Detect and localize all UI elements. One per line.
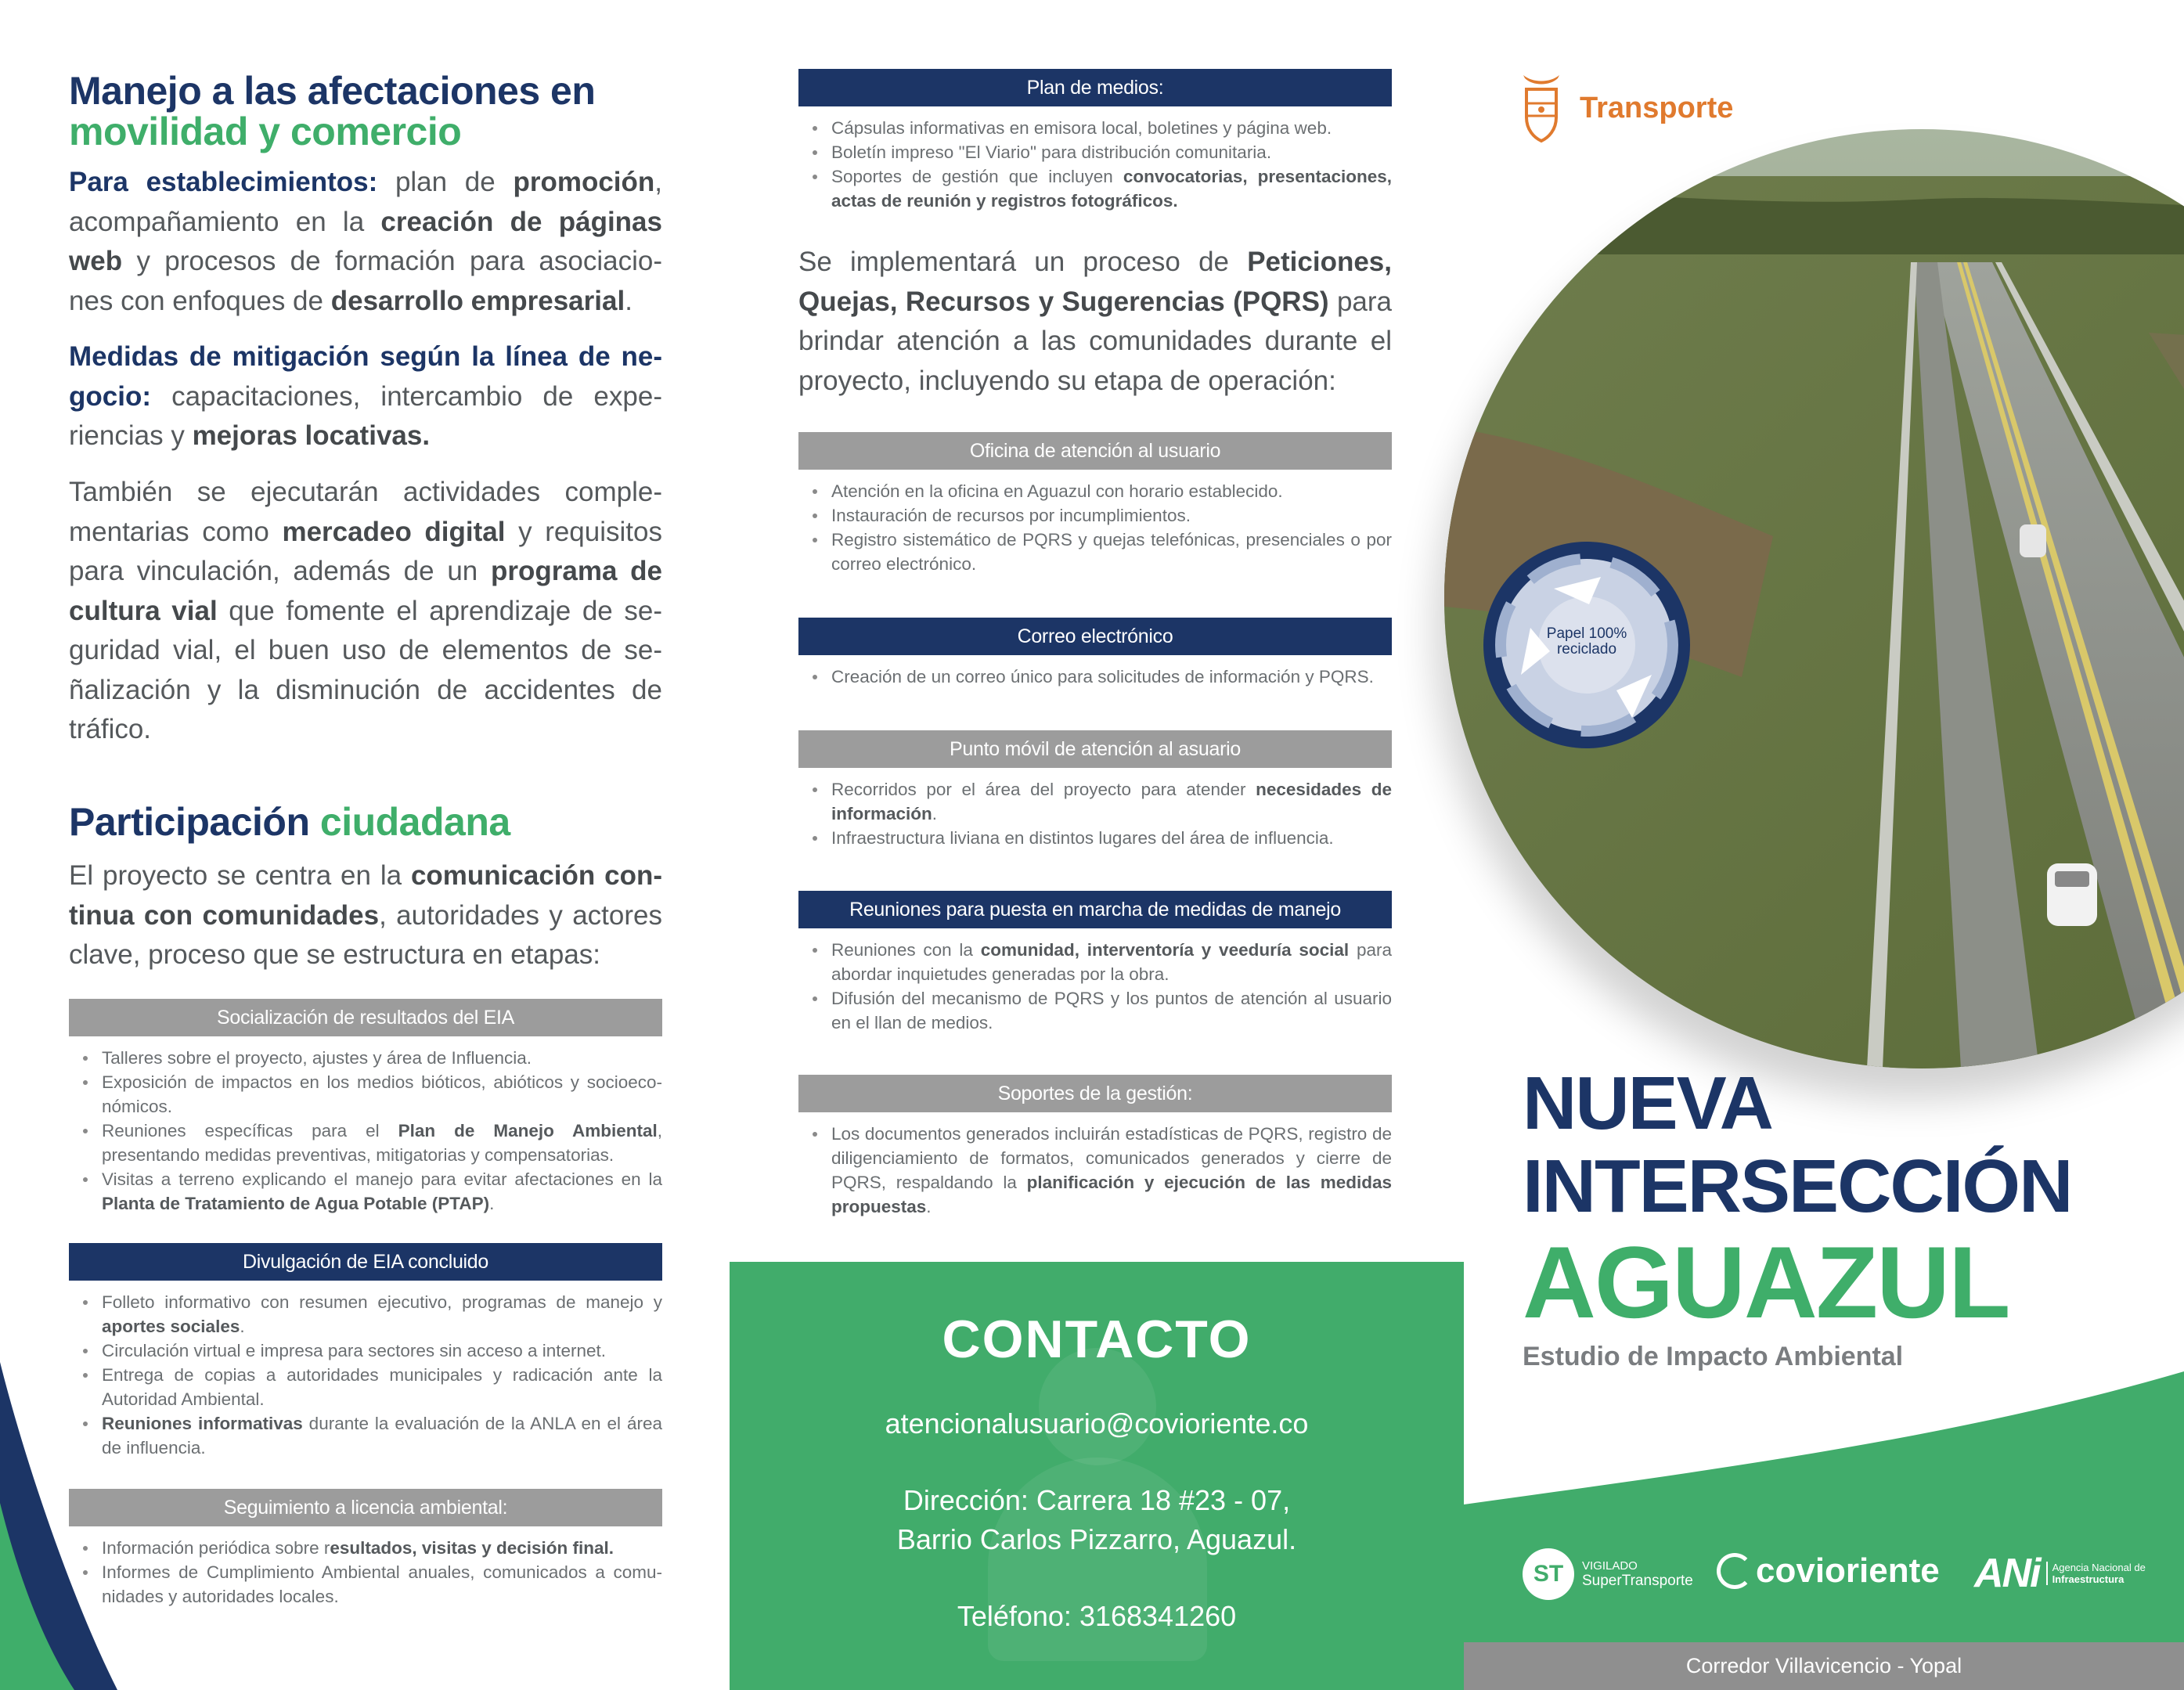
box-header: Reuniones para puesta en marcha de medidas de manejo [798, 891, 1392, 928]
supertransporte-icon: ST [1523, 1548, 1574, 1600]
box-plan-medios [798, 69, 1392, 213]
bullet-list [798, 479, 1392, 576]
list-item: Soportes de gestión que incluyen convocatorias, presentaciones, actas de reunión y registros fotográficos. [798, 164, 1392, 213]
box-header: Oficina de atención al usuario [798, 432, 1392, 470]
colombia-shield-icon [1519, 72, 1564, 144]
list-item: Reuniones específicas para el Plan de Manejo Ambiental, presentando medidas preventivas, mitigatorias y compensatorias. [69, 1119, 662, 1167]
box-header: Soportes de la gestión: [798, 1075, 1392, 1112]
section-title-line2: movilidad y comercio [69, 110, 462, 153]
paragraph-pqrs [798, 243, 1392, 401]
bullet-list [798, 665, 1392, 689]
para-text: El proyecto se centra en la [69, 860, 411, 891]
box-seguimiento [69, 1489, 662, 1609]
supertransporte-label-small: VIGILADO [1582, 1558, 1638, 1573]
title-interseccion: INTERSECCIÓN [1523, 1144, 2072, 1228]
para-text: para brindar atención a las comunidades durante el proyecto, incluyendo su etapa de operación: [798, 286, 1393, 396]
ani-text-line2: Infraestructura [2052, 1573, 2125, 1585]
list-item: Registro sistemático de PQRS y quejas telefónicas, presenciales o por correo electrónico. [798, 528, 1392, 576]
para-text: capacitaciones, intercambio de expe-riencias y [69, 380, 662, 451]
list-item: Folleto informativo con resumen ejecutivo, programas de manejo y aportes sociales. [69, 1290, 662, 1339]
bullet-list [798, 116, 1392, 213]
box-socializacion [69, 999, 662, 1216]
list-item: Reuniones informativas durante la evaluación de la ANLA en el área de influencia. [69, 1411, 662, 1460]
box-divulgacion [69, 1243, 662, 1460]
box-correo [798, 618, 1392, 689]
recycled-badge [1483, 542, 1690, 748]
contact-email[interactable]: atencionalusuario@covioriente.co [885, 1407, 1309, 1440]
subtitle: Estudio de Impacto Ambiental [1523, 1342, 1904, 1371]
para-text: y procesos de formación para asociacio-nes con enfoques de [69, 246, 662, 316]
para-text: Se implementará un proceso de [798, 247, 1248, 277]
para-text: También se ejecutarán actividades comple-mentarias como [69, 477, 662, 547]
list-item: Reuniones con la comunidad, interventoría y veeduría social para abordar inquietudes generadas por la obra. [798, 938, 1392, 986]
ministry-logo [1519, 72, 1733, 144]
contact-phone[interactable]: Teléfono: 3168341260 [957, 1600, 1237, 1632]
contact-address-line2: Barrio Carlos Pizzarro, Aguazul. [896, 1523, 1297, 1555]
covioriente-name: covioriente [1756, 1551, 1940, 1590]
para-bold: Peticiones, Quejas, Recursos y Sugerencias (PQRS) [798, 247, 1392, 317]
para-bold: programa de cultura vial [69, 556, 662, 626]
box-punto-movil [798, 730, 1392, 850]
para-text: que fomente el aprendizaje de se-guridad vial, el buen uso de elementos de se-ñalización y la disminución de accidentes de tráfico. [69, 595, 662, 744]
para-bold: desarrollo empresarial [330, 285, 625, 316]
para-text: y requisitos para vinculación, además de un [69, 516, 662, 586]
list-item: Infraestructura liviana en distintos lugares del área de influencia. [798, 826, 1392, 850]
bullet-list [798, 1122, 1392, 1219]
paragraph-establecimientos [69, 163, 662, 321]
box-oficina [798, 432, 1392, 576]
bullet-list [69, 1046, 662, 1216]
para-bold: promoción [513, 167, 655, 197]
list-item: Cápsulas informativas en emisora local, boletines y página web. [798, 116, 1392, 140]
covioriente-icon [1717, 1553, 1753, 1589]
para-text: . [625, 285, 632, 316]
box-header: Divulgación de EIA concluido [69, 1243, 662, 1281]
box-header: Correo electrónico [798, 618, 1392, 655]
para-text: plan de [377, 167, 514, 197]
section-movilidad [69, 70, 664, 152]
title-aguazul: AGUAZUL [1523, 1225, 2009, 1339]
list-item: Visitas a terreno explicando el manejo para evitar afectaciones en la Planta de Tratamiento de Agua Potable (PTAP). [69, 1167, 662, 1216]
contact-title: CONTACTO [942, 1310, 1252, 1369]
para-bold: comunicación con-tinua con comunidades [69, 860, 663, 931]
logo-ani [1974, 1550, 2146, 1597]
paragraph-mitigacion [69, 337, 662, 456]
section-participacion-title [69, 802, 510, 842]
logo-supertransporte [1523, 1548, 1693, 1600]
list-item: Difusión del mecanismo de PQRS y los puntos de atención al usuario en el llan de medios. [798, 986, 1392, 1035]
box-soportes [798, 1075, 1392, 1219]
title-block [1523, 1063, 2149, 1372]
title-part-a: Participación [69, 800, 310, 844]
box-header: Punto móvil de atención al asuario [798, 730, 1392, 768]
contact-section [730, 1262, 1464, 1690]
para-lead: Para establecimientos: [69, 167, 378, 197]
bullet-list [69, 1290, 662, 1460]
title-part-b: ciudadana [309, 800, 510, 844]
list-item: Los documentos generados incluirán estadísticas de PQRS, registro de diligenciamiento de formatos, comunicados generados y cierre de PQRS, respaldando la planificación y ejecución de las medidas propuestas. [798, 1122, 1392, 1219]
para-text: , autoridades y actores clave, proceso que se estructura en etapas: [69, 899, 662, 970]
list-item: Informes de Cumplimiento Ambiental anuales, comunicados a comu-nidades y autoridades locales. [69, 1560, 662, 1609]
box-header: Socialización de resultados del EIA [69, 999, 662, 1036]
para-text: , acompañamiento en la [69, 167, 662, 237]
logo-covioriente [1717, 1551, 1940, 1591]
recycled-text: Papel 100% reciclado [1546, 625, 1627, 658]
contact-address-line1: Dirección: Carrera 18 #23 - 07, [903, 1484, 1291, 1516]
list-item: Talleres sobre el proyecto, ajustes y área de Influencia. [69, 1046, 662, 1070]
section-title-line1: Manejo a las afectaciones en [69, 69, 596, 113]
box-header: Plan de medios: [798, 69, 1392, 106]
list-item: Instauración de recursos por incumplimientos. [798, 503, 1392, 528]
list-item: Recorridos por el área del proyecto para atender necesidades de información. [798, 777, 1392, 826]
list-item: Atención en la oficina en Aguazul con horario establecido. [798, 479, 1392, 503]
supertransporte-text [1582, 1559, 1693, 1590]
footer-corredor: Corredor Villavicencio - Yopal [1685, 1654, 1962, 1677]
title-nueva: NUEVA [1523, 1061, 1772, 1145]
supertransporte-label: SuperTransporte [1582, 1572, 1693, 1589]
ani-letters: ANi [1974, 1551, 2040, 1596]
para-bold: creación de páginas web [69, 206, 662, 276]
list-item: Creación de un correo único para solicitudes de información y PQRS. [798, 665, 1392, 689]
list-item: Exposición de impactos en los medios bióticos, abióticos y socioeco-nómicos. [69, 1070, 662, 1119]
list-item: Entrega de copias a autoridades municipales y radicación ante la Autoridad Ambiental. [69, 1363, 662, 1411]
box-header: Seguimiento a licencia ambiental: [69, 1489, 662, 1526]
para-lead: Medidas de mitigación según la línea de ne-gocio: [69, 341, 662, 412]
para-bold: mejoras locativas. [192, 420, 431, 451]
list-item: Información periódica sobre resultados, visitas y decisión final. [69, 1536, 662, 1560]
paragraph-complementarias [69, 473, 662, 750]
bullet-list [798, 938, 1392, 1035]
paragraph-participacion [69, 856, 662, 975]
ani-text [2046, 1562, 2146, 1585]
para-bold: mercadeo digital [282, 516, 506, 547]
left-panel [0, 0, 728, 1690]
bullet-list [69, 1536, 662, 1609]
bullet-list [798, 777, 1392, 850]
list-item: Circulación virtual e impresa para sectores sin acceso a internet. [69, 1339, 662, 1363]
ani-text-line1: Agencia Nacional de [2052, 1562, 2146, 1573]
box-reuniones [798, 891, 1392, 1035]
ministry-name: Transporte [1580, 91, 1734, 124]
list-item: Boletín impreso "El Viario" para distribución comunitaria. [798, 140, 1392, 164]
